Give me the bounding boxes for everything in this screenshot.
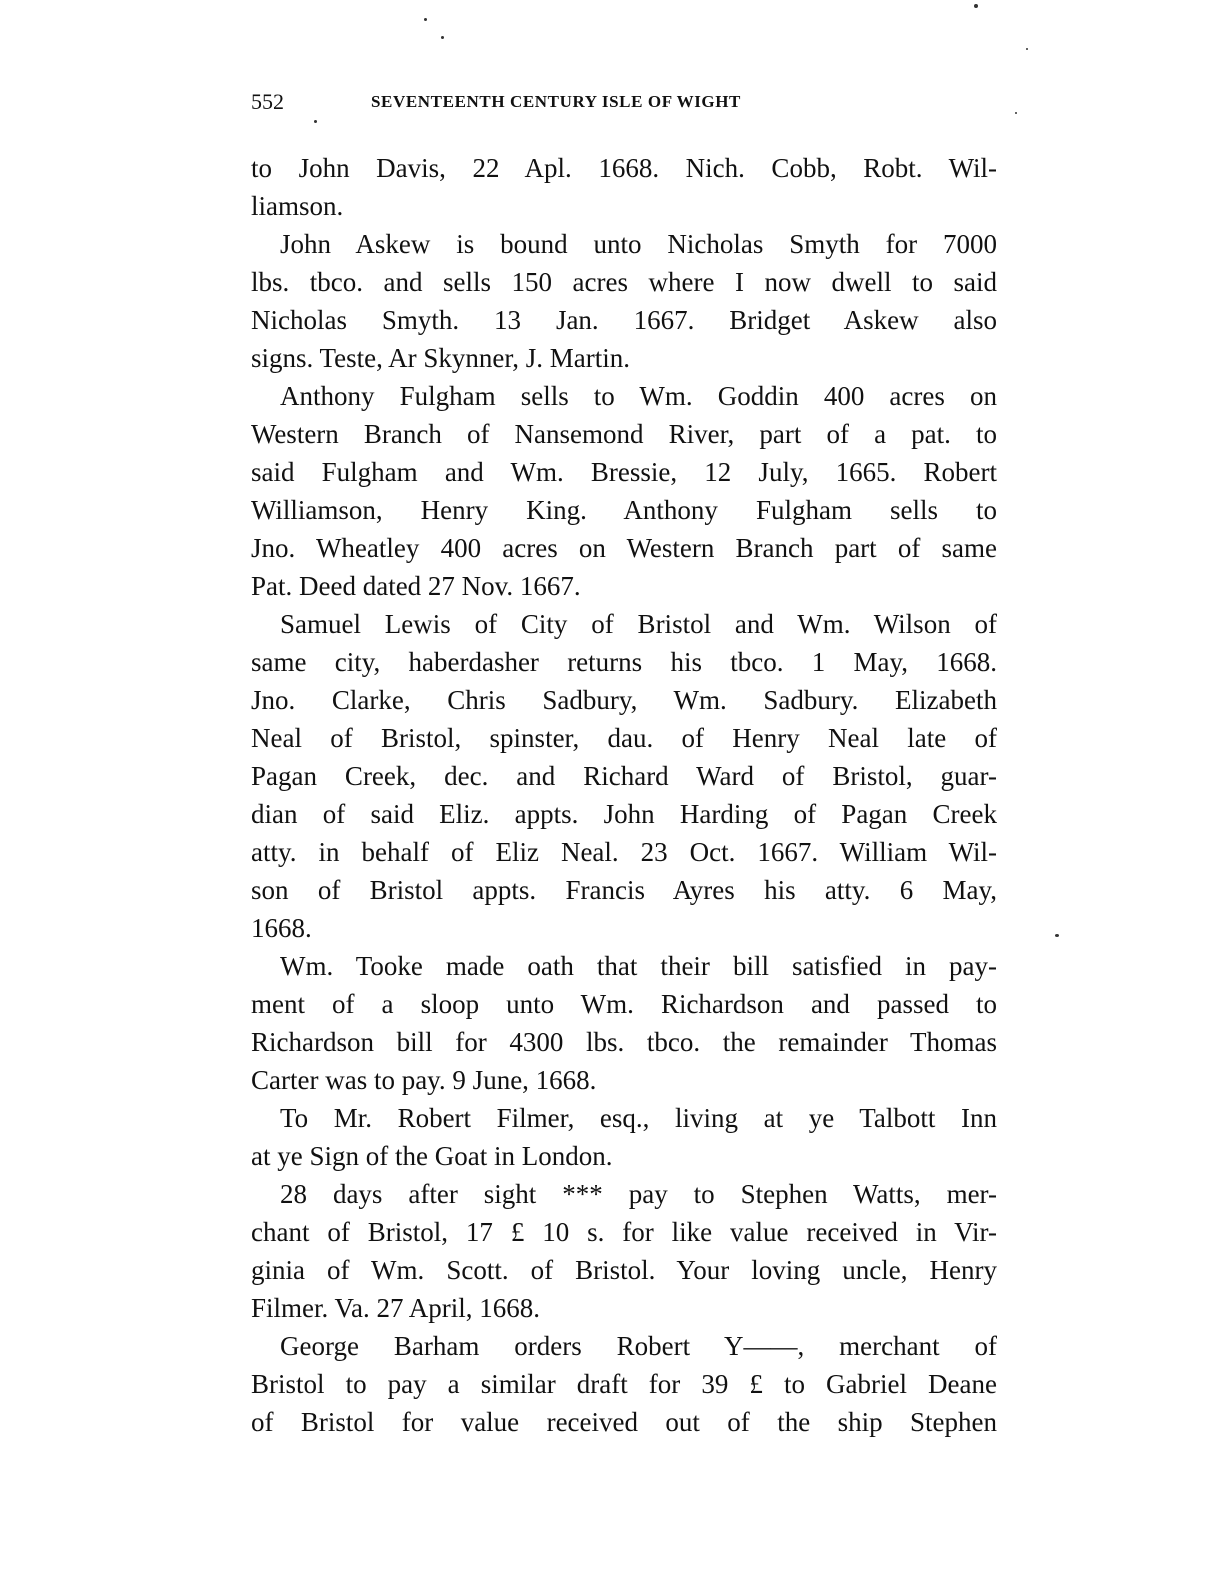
running-head [251, 88, 997, 116]
text-line: liamson. [251, 191, 344, 221]
text-line: John Askew is bound unto Nicholas Smyth for 7000 [280, 229, 997, 259]
text-line: Wm. Tooke made oath that their bill satisfied in pay- [280, 951, 997, 981]
scan-speck [1015, 112, 1017, 114]
text-line: signs. Teste, Ar Skynner, J. Martin. [251, 343, 631, 373]
text-line: Nicholas Smyth. 13 Jan. 1667. Bridget Askew also [251, 305, 997, 335]
text-line: at ye Sign of the Goat in London. [251, 1141, 613, 1171]
text-line: Richardson bill for 4300 lbs. tbco. the remainder Thomas [251, 1027, 997, 1057]
body-text [251, 149, 997, 1441]
running-title: SEVENTEENTH CENTURY ISLE OF WIGHT [371, 92, 741, 111]
paragraph [251, 1099, 997, 1175]
text-line: Bristol to pay a similar draft for 39 £ to Gabriel Deane [251, 1369, 997, 1399]
scan-speck [1055, 934, 1059, 937]
text-line: ginia of Wm. Scott. of Bristol. Your loving uncle, Henry [251, 1255, 997, 1285]
paragraph [251, 1327, 997, 1441]
text-line: Samuel Lewis of City of Bristol and Wm. Wilson of [280, 609, 997, 639]
text-line: Pagan Creek, dec. and Richard Ward of Bristol, guar- [251, 761, 997, 791]
scan-speck [441, 36, 444, 39]
page-number: 552 [251, 89, 284, 114]
text-line: Pat. Deed dated 27 Nov. 1667. [251, 571, 581, 601]
scan-speck [1026, 48, 1028, 50]
text-line: son of Bristol appts. Francis Ayres his atty. 6 May, [251, 875, 997, 905]
text-line: of Bristol for value received out of the ship Stephen [251, 1407, 997, 1437]
text-line: 1668. [251, 913, 312, 943]
paragraph [251, 149, 997, 225]
paragraph [251, 605, 997, 947]
scan-speck [974, 4, 978, 8]
text-line: lbs. tbco. and sells 150 acres where I now dwell to said [251, 267, 997, 297]
text-line: to John Davis, 22 Apl. 1668. Nich. Cobb, Robt. Wil- [251, 153, 997, 183]
text-line: atty. in behalf of Eliz Neal. 23 Oct. 1667. William Wil- [251, 837, 997, 867]
text-line: Neal of Bristol, spinster, dau. of Henry Neal late of [251, 723, 997, 753]
text-line: Williamson, Henry King. Anthony Fulgham sells to [251, 495, 997, 525]
paragraph [251, 947, 997, 1099]
text-line: Filmer. Va. 27 April, 1668. [251, 1293, 541, 1323]
text-line: George Barham orders Robert Y——, merchant of [280, 1331, 997, 1361]
text-line: Jno. Wheatley 400 acres on Western Branch part of same [251, 533, 997, 563]
text-line: said Fulgham and Wm. Bressie, 12 July, 1665. Robert [251, 457, 997, 487]
paragraph [251, 377, 997, 605]
text-line: To Mr. Robert Filmer, esq., living at ye Talbott Inn [280, 1103, 997, 1133]
paragraph [251, 1175, 997, 1327]
text-line: same city, haberdasher returns his tbco. 1 May, 1668. [251, 647, 997, 677]
text-line: dian of said Eliz. appts. John Harding of Pagan Creek [251, 799, 997, 829]
text-line: Jno. Clarke, Chris Sadbury, Wm. Sadbury. Elizabeth [251, 685, 997, 715]
scan-speck [424, 18, 427, 21]
scan-speck [314, 120, 317, 123]
text-line: Carter was to pay. 9 June, 1668. [251, 1065, 597, 1095]
text-line: Anthony Fulgham sells to Wm. Goddin 400 acres on [280, 381, 997, 411]
paragraph [251, 225, 997, 377]
text-line: Western Branch of Nansemond River, part of a pat. to [251, 419, 997, 449]
text-line: ment of a sloop unto Wm. Richardson and passed to [251, 989, 997, 1019]
text-line: chant of Bristol, 17 £ 10 s. for like value received in Vir- [251, 1217, 997, 1247]
text-line: 28 days after sight *** pay to Stephen Watts, mer- [280, 1179, 997, 1209]
